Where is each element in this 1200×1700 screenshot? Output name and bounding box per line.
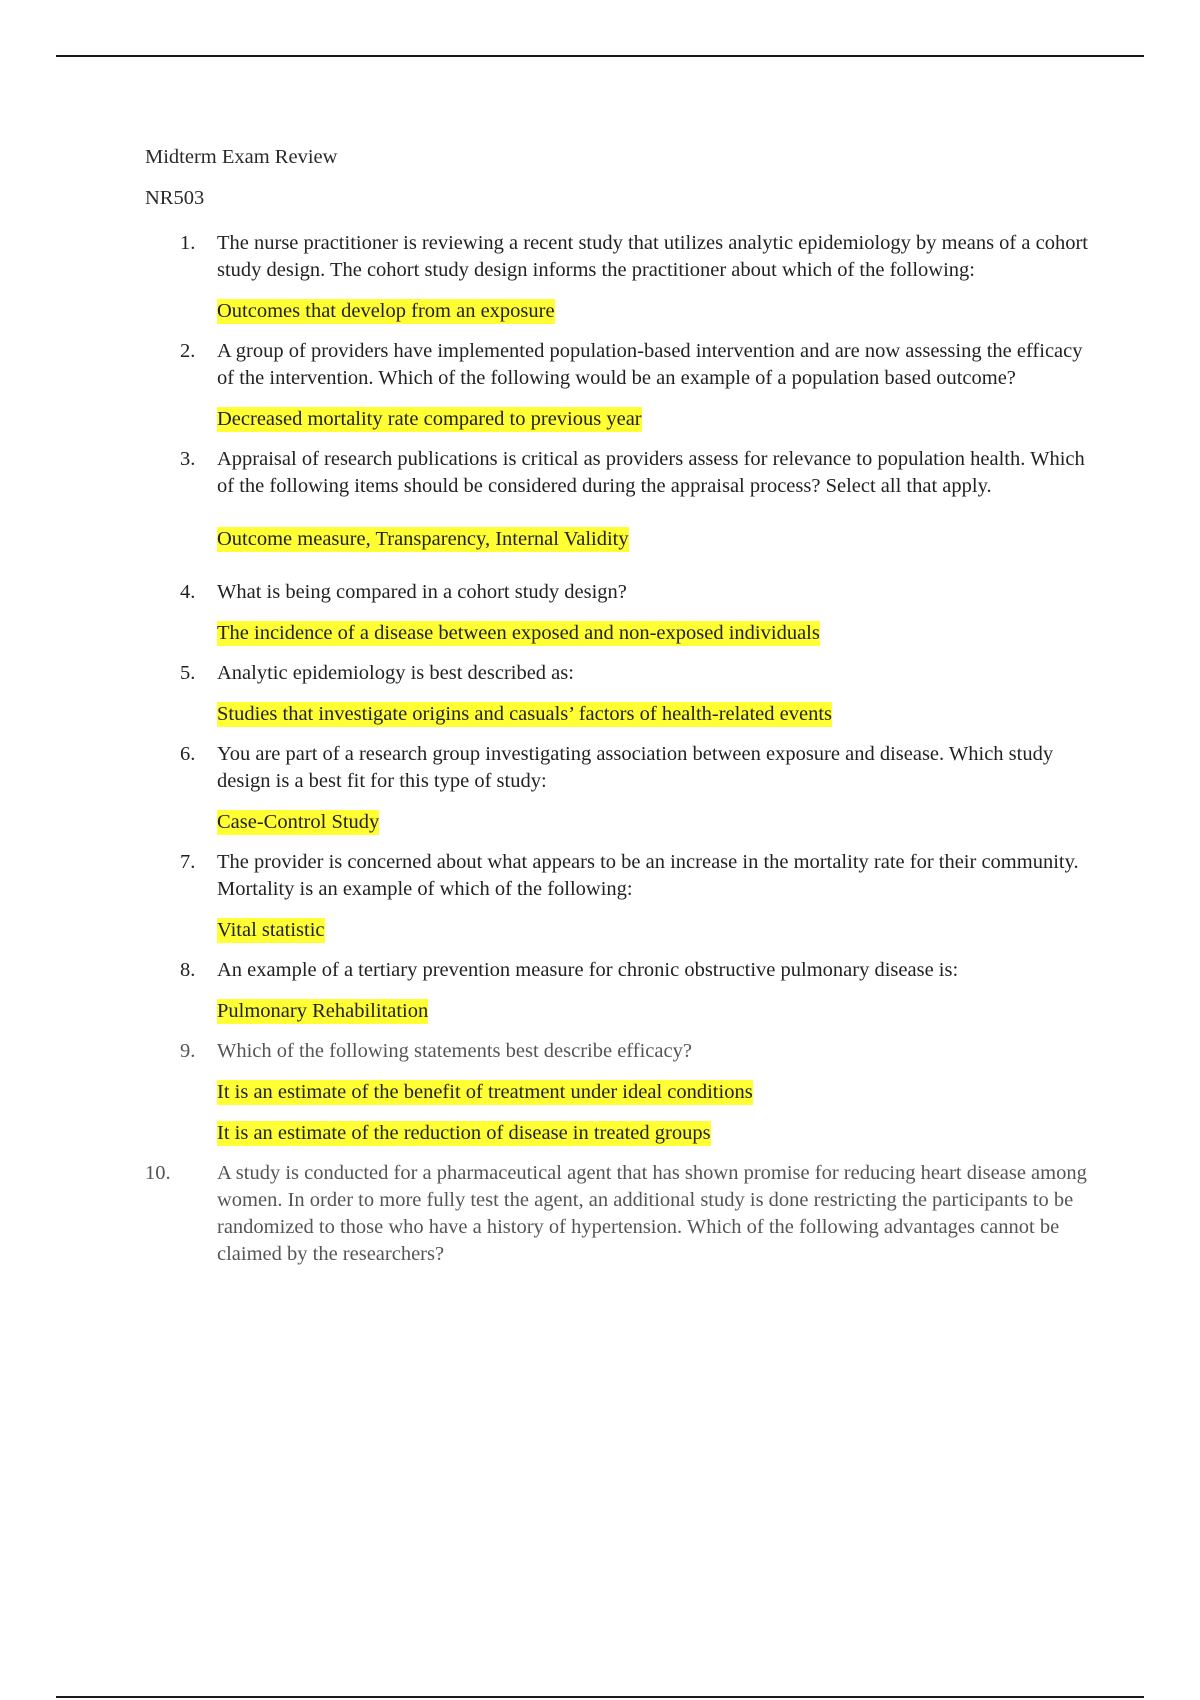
document-title: Midterm Exam Review (145, 146, 338, 168)
highlighted-answer: Case-Control Study (217, 811, 380, 833)
highlighted-answer: It is an estimate of the reduction of disease in treated groups (217, 1122, 711, 1144)
question-text: You are part of a research group investigating association between exposure and disease. Which study design is a best fit for this type of study: (217, 743, 1054, 792)
question-item (145, 1038, 1090, 1147)
question-item (145, 230, 1090, 325)
question-item (145, 957, 1090, 1025)
question-number: 5. (180, 662, 196, 684)
question-text: Analytic epidemiology is best described as: (217, 662, 574, 684)
question-text: A study is conducted for a pharmaceutical agent that has shown promise for reducing heart disease among women. In order to more fully test the agent, an additional study is done restricting the participants to be randomized to those who have a history of hypertension. Which of the following advantages cannot be claimed by the researchers? (217, 1162, 1087, 1265)
answer (217, 406, 1090, 433)
question-number: 6. (180, 743, 196, 765)
question-text: Appraisal of research publications is critical as providers assess for relevance to population health. Which of the following items should be considered during the appraisal process? Select all that apply. (217, 448, 1085, 497)
question-item (145, 660, 1090, 728)
highlighted-answer: It is an estimate of the benefit of treatment under ideal conditions (217, 1081, 753, 1103)
question-item (145, 1160, 1090, 1268)
question-number: 1. (180, 232, 196, 254)
question-number: 10. (145, 1162, 171, 1184)
question-number: 4. (180, 581, 196, 603)
question-number: 7. (180, 851, 196, 873)
answer (217, 1079, 1090, 1106)
footer-rule (56, 1696, 1144, 1698)
highlighted-answer: Pulmonary Rehabilitation (217, 1000, 429, 1022)
question-text: What is being compared in a cohort study design? (217, 581, 627, 603)
question-number: 8. (180, 959, 196, 981)
answer (217, 917, 1090, 944)
answer (217, 298, 1090, 325)
question-text: The provider is concerned about what appears to be an increase in the mortality rate for their community. Mortality is an example of which of the following: (217, 851, 1079, 900)
question-item (145, 446, 1090, 553)
course-code: NR503 (145, 187, 205, 209)
question-text: Which of the following statements best describe efficacy? (217, 1040, 692, 1062)
highlighted-answer: The incidence of a disease between exposed and non-exposed individuals (217, 622, 820, 644)
answer (217, 526, 1090, 553)
question-number: 9. (180, 1040, 196, 1062)
highlighted-answer: Decreased mortality rate compared to previous year (217, 408, 642, 430)
question-item (145, 849, 1090, 944)
answer (217, 620, 1090, 647)
question-text: A group of providers have implemented population-based intervention and are now assessing the efficacy of the intervention. Which of the following would be an example of a population based outcome? (217, 340, 1083, 389)
question-item (145, 579, 1090, 647)
answer (217, 809, 1090, 836)
highlighted-answer: Outcome measure, Transparency, Internal Validity (217, 528, 629, 550)
highlighted-answer: Studies that investigate origins and casuals’ factors of health-related events (217, 703, 832, 725)
highlighted-answer: Vital statistic (217, 919, 325, 941)
question-item (145, 741, 1090, 836)
answer (217, 701, 1090, 728)
document-body (145, 144, 1090, 1281)
question-item (145, 338, 1090, 433)
highlighted-answer: Outcomes that develop from an exposure (217, 300, 555, 322)
question-text: The nurse practitioner is reviewing a recent study that utilizes analytic epidemiology by means of a cohort study design. The cohort study design informs the practitioner about which of the following: (217, 232, 1088, 281)
answer (217, 998, 1090, 1025)
question-list (145, 230, 1090, 1268)
answer (217, 1120, 1090, 1147)
question-text: An example of a tertiary prevention measure for chronic obstructive pulmonary disease is: (217, 959, 959, 981)
question-number: 3. (180, 448, 196, 470)
header-rule (56, 55, 1144, 57)
question-number: 2. (180, 340, 196, 362)
